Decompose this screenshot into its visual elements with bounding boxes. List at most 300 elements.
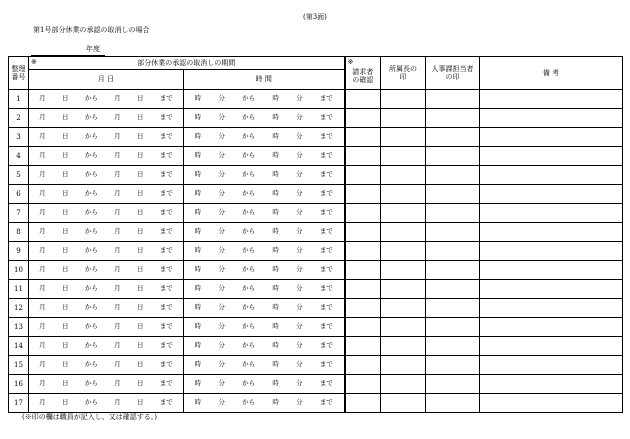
- date-range-cell-part: から: [84, 170, 98, 179]
- form-title: 第1号部分休業の承認の取消しの場合: [33, 26, 150, 34]
- time-range-cell-part: 時: [272, 398, 279, 407]
- time-range-cell-part: から: [242, 227, 256, 236]
- date-range-cell-part: 月: [114, 113, 121, 122]
- date-range-cell-part: 月: [114, 341, 121, 350]
- date-range-cell-part: 日: [61, 208, 69, 217]
- date-range-cell-part: 月: [114, 189, 121, 198]
- time-range-cell-part: 分: [296, 265, 303, 274]
- time-range-cell[interactable]: [184, 337, 345, 356]
- row-number: 15: [9, 356, 29, 375]
- remarks-cell[interactable]: [480, 90, 623, 109]
- time-range-cell-part: 分: [218, 341, 225, 350]
- date-range-cell[interactable]: [29, 128, 184, 147]
- date-range-cell-part: 日: [136, 398, 144, 407]
- date-range-cell[interactable]: [29, 242, 184, 261]
- time-range-cell-part: まで: [319, 151, 333, 160]
- row-number: 17: [9, 394, 29, 413]
- date-range-cell-part: 月: [114, 379, 121, 388]
- date-range-cell-part: から: [84, 113, 98, 122]
- time-range-cell-part: 時: [272, 341, 279, 350]
- time-range-cell-part: 分: [218, 227, 225, 236]
- hr-seal-cell[interactable]: [426, 204, 480, 223]
- date-range-cell-part: 日: [61, 113, 69, 122]
- time-range-cell[interactable]: [184, 299, 345, 318]
- date-range-cell-part: 日: [136, 113, 144, 122]
- dept-head-seal-cell[interactable]: [381, 90, 426, 109]
- hr-seal-cell[interactable]: [426, 166, 480, 185]
- date-range-cell-part: 月: [114, 227, 121, 236]
- time-range-cell-part: まで: [319, 113, 333, 122]
- date-range-cell-part: から: [84, 379, 98, 388]
- dept-head-seal-cell[interactable]: [381, 166, 426, 185]
- period-header: [29, 57, 345, 70]
- date-range-cell-part: 日: [61, 151, 69, 160]
- hr-seal-cell[interactable]: [426, 185, 480, 204]
- time-range-cell-part: 時: [272, 284, 279, 293]
- time-range-cell[interactable]: [184, 128, 345, 147]
- time-range-cell-part: 分: [218, 303, 225, 312]
- time-range-cell-part: まで: [319, 379, 333, 388]
- remarks-cell[interactable]: [480, 375, 623, 394]
- date-range-cell[interactable]: [29, 337, 184, 356]
- remarks-cell[interactable]: [480, 356, 623, 375]
- date-range-cell-part: から: [84, 208, 98, 217]
- remarks-cell[interactable]: [480, 261, 623, 280]
- date-range-cell-part: 日: [136, 341, 144, 350]
- time-range-cell-part: 時: [272, 265, 279, 274]
- remarks-cell[interactable]: [480, 318, 623, 337]
- time-range-cell-part: 時: [194, 379, 202, 388]
- date-range-cell-part: から: [84, 265, 98, 274]
- dept-head-seal-label: 所属長の印: [389, 64, 417, 81]
- date-range-cell-part: まで: [159, 360, 173, 369]
- date-range-cell[interactable]: [29, 166, 184, 185]
- table-row: [9, 299, 623, 318]
- date-range-cell-part: 月: [114, 360, 121, 369]
- requester-confirm-header: [345, 57, 381, 90]
- period-title: 部分休業の承認の取消しの期間: [137, 58, 236, 67]
- date-range-cell-part: 日: [61, 227, 69, 236]
- date-range-cell-part: 日: [136, 227, 144, 236]
- requester-confirm-cell[interactable]: [345, 375, 381, 394]
- time-range-cell-part: から: [242, 189, 256, 198]
- table-row: [9, 242, 623, 261]
- date-range-cell-part: 日: [61, 170, 69, 179]
- dept-head-seal-cell[interactable]: [381, 128, 426, 147]
- requester-confirm-cell[interactable]: [345, 261, 381, 280]
- time-range-cell[interactable]: [184, 394, 345, 413]
- remarks-cell[interactable]: [480, 299, 623, 318]
- dept-head-seal-header: [381, 57, 426, 90]
- date-range-cell-part: 月: [39, 303, 46, 312]
- remarks-cell[interactable]: [480, 109, 623, 128]
- date-range-cell-part: 月: [114, 170, 121, 179]
- date-range-cell-part: 日: [61, 94, 69, 103]
- date-range-cell-part: 月: [114, 322, 121, 331]
- time-range-cell-part: 時: [194, 360, 202, 369]
- time-range-cell-part: まで: [319, 189, 333, 198]
- time-range-cell-part: 分: [296, 151, 303, 160]
- time-range-cell-part: 時: [194, 246, 202, 255]
- time-range-cell-part: から: [242, 208, 256, 217]
- date-range-cell-part: 月: [39, 398, 46, 407]
- time-range-cell-part: まで: [319, 341, 333, 350]
- date-range-cell-part: 日: [136, 284, 144, 293]
- time-range-cell-part: 時: [194, 265, 202, 274]
- date-range-cell-part: 日: [61, 303, 69, 312]
- time-range-cell[interactable]: [184, 223, 345, 242]
- time-range-cell-part: 時: [272, 132, 279, 141]
- date-range-cell-part: まで: [159, 94, 173, 103]
- time-range-cell[interactable]: [184, 204, 345, 223]
- date-range-cell[interactable]: [29, 185, 184, 204]
- requester-asterisk: ※: [347, 58, 354, 66]
- time-range-cell-part: 分: [218, 170, 225, 179]
- date-range-cell-part: 月: [114, 265, 121, 274]
- time-range-cell-part: 分: [218, 189, 225, 198]
- remarks-cell[interactable]: [480, 223, 623, 242]
- requester-confirm-cell[interactable]: [345, 356, 381, 375]
- remarks-cell[interactable]: [480, 166, 623, 185]
- time-range-cell-part: から: [242, 284, 256, 293]
- dept-head-seal-cell[interactable]: [381, 223, 426, 242]
- date-range-cell[interactable]: [29, 280, 184, 299]
- time-range-cell-part: 分: [296, 94, 303, 103]
- hr-seal-cell[interactable]: [426, 147, 480, 166]
- date-range-cell-part: から: [84, 360, 98, 369]
- date-range-cell[interactable]: [29, 375, 184, 394]
- remarks-cell[interactable]: [480, 128, 623, 147]
- date-range-cell-part: 月: [114, 246, 121, 255]
- time-range-cell-part: 分: [218, 151, 225, 160]
- date-range-cell-part: まで: [159, 303, 173, 312]
- time-range-cell-part: 時: [272, 170, 279, 179]
- date-range-cell-part: 日: [136, 132, 144, 141]
- date-range-cell-part: 月: [39, 379, 46, 388]
- dept-head-seal-cell[interactable]: [381, 394, 426, 413]
- dept-head-seal-cell[interactable]: [381, 337, 426, 356]
- time-range-cell-part: 分: [218, 113, 225, 122]
- time-range-cell-part: から: [242, 265, 256, 274]
- hr-seal-cell[interactable]: [426, 356, 480, 375]
- hr-seal-cell[interactable]: [426, 318, 480, 337]
- table-row: [9, 166, 623, 185]
- time-range-cell[interactable]: [184, 185, 345, 204]
- row-number: 2: [9, 109, 29, 128]
- row-number: 12: [9, 299, 29, 318]
- time-range-cell-part: 時: [272, 189, 279, 198]
- hr-seal-cell[interactable]: [426, 261, 480, 280]
- time-range-cell-part: まで: [319, 170, 333, 179]
- date-range-cell-part: 月: [39, 189, 46, 198]
- requester-confirm-cell[interactable]: [345, 318, 381, 337]
- table-row: [9, 356, 623, 375]
- time-range-cell[interactable]: [184, 166, 345, 185]
- date-range-cell-part: 月: [39, 94, 46, 103]
- time-range-cell[interactable]: [184, 242, 345, 261]
- dept-head-seal-cell[interactable]: [381, 280, 426, 299]
- row-number: 9: [9, 242, 29, 261]
- time-range-cell-part: まで: [319, 360, 333, 369]
- date-range-cell-part: から: [84, 341, 98, 350]
- time-header: 時 間: [184, 70, 345, 90]
- time-range-cell-part: 分: [218, 132, 225, 141]
- asterisk-mark: ※: [31, 58, 37, 66]
- date-range-cell[interactable]: [29, 90, 184, 109]
- dept-head-seal-cell[interactable]: [381, 375, 426, 394]
- requester-confirm-cell[interactable]: [345, 394, 381, 413]
- time-range-cell-part: 分: [296, 303, 303, 312]
- time-range-cell-part: 時: [272, 94, 279, 103]
- time-range-cell-part: まで: [319, 284, 333, 293]
- requester-confirm-cell[interactable]: [345, 204, 381, 223]
- requester-confirm-cell[interactable]: [345, 223, 381, 242]
- remarks-header: 備 考: [480, 57, 623, 90]
- table-row: [9, 394, 623, 413]
- time-range-cell-part: まで: [319, 322, 333, 331]
- time-range-cell-part: 分: [218, 398, 225, 407]
- date-range-cell[interactable]: [29, 394, 184, 413]
- date-range-cell-part: 月: [39, 360, 46, 369]
- hr-seal-cell[interactable]: [426, 128, 480, 147]
- date-range-cell-part: まで: [159, 170, 173, 179]
- requester-confirm-cell[interactable]: [345, 242, 381, 261]
- date-range-cell[interactable]: [29, 147, 184, 166]
- date-range-cell-part: 月: [39, 265, 46, 274]
- time-range-cell-part: まで: [319, 398, 333, 407]
- dept-head-seal-cell[interactable]: [381, 147, 426, 166]
- date-range-cell-part: まで: [159, 265, 173, 274]
- hr-seal-cell[interactable]: [426, 109, 480, 128]
- date-range-cell-part: から: [84, 322, 98, 331]
- date-range-cell-part: まで: [159, 208, 173, 217]
- row-number: 13: [9, 318, 29, 337]
- requester-confirm-cell[interactable]: [345, 166, 381, 185]
- time-range-cell-part: から: [242, 246, 256, 255]
- date-range-cell-part: まで: [159, 227, 173, 236]
- time-range-cell-part: から: [242, 322, 256, 331]
- time-range-cell-part: 時: [272, 322, 279, 331]
- time-range-cell-part: 時: [272, 303, 279, 312]
- date-range-cell-part: から: [84, 151, 98, 160]
- remarks-cell[interactable]: [480, 394, 623, 413]
- hr-seal-cell[interactable]: [426, 375, 480, 394]
- date-range-cell-part: から: [84, 94, 98, 103]
- date-range-cell-part: から: [84, 132, 98, 141]
- hr-seal-cell[interactable]: [426, 223, 480, 242]
- date-range-cell[interactable]: [29, 223, 184, 242]
- requester-confirm-cell[interactable]: [345, 109, 381, 128]
- remarks-cell[interactable]: [480, 242, 623, 261]
- row-number: 6: [9, 185, 29, 204]
- table-row: [9, 261, 623, 280]
- date-range-cell-part: から: [84, 246, 98, 255]
- row-number: 16: [9, 375, 29, 394]
- date-range-cell-part: まで: [159, 132, 173, 141]
- time-range-cell-part: から: [242, 94, 256, 103]
- time-range-cell-part: 時: [194, 227, 202, 236]
- date-range-cell-part: 日: [61, 341, 69, 350]
- table-row: [9, 185, 623, 204]
- hr-seal-cell[interactable]: [426, 337, 480, 356]
- footer-note: (※印の欄は職員が記入し、又は確認する。): [22, 413, 157, 421]
- time-range-cell-part: 分: [218, 360, 225, 369]
- dept-head-seal-cell[interactable]: [381, 109, 426, 128]
- time-range-cell[interactable]: [184, 356, 345, 375]
- date-range-cell-part: 月: [114, 132, 121, 141]
- date-range-cell-part: まで: [159, 379, 173, 388]
- requester-confirm-cell[interactable]: [345, 280, 381, 299]
- date-range-cell-part: 月: [114, 398, 121, 407]
- date-range-cell-part: 月: [114, 303, 121, 312]
- dept-head-seal-cell[interactable]: [381, 356, 426, 375]
- date-range-cell-part: 月: [114, 94, 121, 103]
- requester-confirm-cell[interactable]: [345, 147, 381, 166]
- row-number: 4: [9, 147, 29, 166]
- time-range-cell-part: 時: [194, 170, 202, 179]
- date-range-cell[interactable]: [29, 299, 184, 318]
- table-row: [9, 147, 623, 166]
- time-range-cell[interactable]: [184, 318, 345, 337]
- time-range-cell-part: から: [242, 379, 256, 388]
- date-range-cell[interactable]: [29, 109, 184, 128]
- time-range-cell[interactable]: [184, 147, 345, 166]
- time-range-cell-part: から: [242, 170, 256, 179]
- time-range-cell-part: 時: [272, 360, 279, 369]
- date-range-cell-part: 月: [39, 284, 46, 293]
- time-range-cell-part: まで: [319, 265, 333, 274]
- page-label: (第3面): [303, 13, 327, 21]
- requester-confirm-cell[interactable]: [345, 185, 381, 204]
- time-range-cell-part: 時: [194, 132, 202, 141]
- date-range-cell[interactable]: [29, 261, 184, 280]
- row-number: 10: [9, 261, 29, 280]
- date-range-cell-part: まで: [159, 151, 173, 160]
- time-range-cell-part: 分: [296, 284, 303, 293]
- date-range-cell-part: 日: [61, 284, 69, 293]
- date-range-cell-part: から: [84, 303, 98, 312]
- date-range-cell-part: 月: [39, 322, 46, 331]
- time-range-cell[interactable]: [184, 261, 345, 280]
- time-range-cell-part: 分: [296, 227, 303, 236]
- remarks-cell[interactable]: [480, 204, 623, 223]
- date-range-cell-part: まで: [159, 284, 173, 293]
- time-range-cell-part: 分: [296, 132, 303, 141]
- time-range-cell[interactable]: [184, 109, 345, 128]
- date-range-cell-part: まで: [159, 113, 173, 122]
- time-range-cell-part: 時: [194, 94, 202, 103]
- date-range-cell-part: まで: [159, 398, 173, 407]
- time-range-cell-part: 分: [218, 265, 225, 274]
- table-row: [9, 318, 623, 337]
- date-range-cell-part: 日: [136, 265, 144, 274]
- time-range-cell-part: 時: [194, 398, 202, 407]
- row-number: 11: [9, 280, 29, 299]
- time-range-cell-part: 分: [218, 379, 225, 388]
- date-range-cell[interactable]: [29, 318, 184, 337]
- date-range-cell-part: 月: [39, 113, 46, 122]
- time-range-cell-part: まで: [319, 303, 333, 312]
- hr-seal-cell[interactable]: [426, 90, 480, 109]
- table-row: [9, 128, 623, 147]
- time-range-cell-part: 時: [194, 208, 202, 217]
- dept-head-seal-cell[interactable]: [381, 318, 426, 337]
- time-range-cell-part: まで: [319, 246, 333, 255]
- requester-confirm-cell[interactable]: [345, 299, 381, 318]
- hr-seal-cell[interactable]: [426, 242, 480, 261]
- requester-confirm-cell[interactable]: [345, 90, 381, 109]
- date-range-cell-part: 月: [39, 170, 46, 179]
- time-range-cell-part: 分: [296, 170, 303, 179]
- time-range-cell-part: 分: [218, 284, 225, 293]
- date-range-cell-part: 月: [39, 341, 46, 350]
- time-range-cell-part: から: [242, 341, 256, 350]
- date-range-cell[interactable]: [29, 204, 184, 223]
- dept-head-seal-cell[interactable]: [381, 204, 426, 223]
- time-range-cell-part: 分: [296, 189, 303, 198]
- requester-confirm-label: 請求者の確認: [352, 68, 374, 85]
- requester-confirm-cell[interactable]: [345, 337, 381, 356]
- dept-head-seal-cell[interactable]: [381, 242, 426, 261]
- time-range-cell-part: 時: [272, 113, 279, 122]
- date-range-cell[interactable]: [29, 356, 184, 375]
- remarks-cell[interactable]: [480, 147, 623, 166]
- requester-confirm-cell[interactable]: [345, 128, 381, 147]
- row-number: 5: [9, 166, 29, 185]
- remarks-cell[interactable]: [480, 337, 623, 356]
- time-range-cell-part: 時: [272, 246, 279, 255]
- time-range-cell-part: 分: [296, 379, 303, 388]
- row-number: 14: [9, 337, 29, 356]
- time-range-cell[interactable]: [184, 280, 345, 299]
- time-range-cell[interactable]: [184, 90, 345, 109]
- time-range-cell-part: 分: [218, 208, 225, 217]
- date-range-cell-part: から: [84, 284, 98, 293]
- date-range-cell-part: 日: [136, 379, 144, 388]
- time-range-cell-part: 時: [194, 284, 202, 293]
- time-range-cell-part: 分: [296, 360, 303, 369]
- date-range-cell-part: 月: [39, 208, 46, 217]
- dept-head-seal-cell[interactable]: [381, 261, 426, 280]
- table-row: [9, 280, 623, 299]
- time-range-cell-part: 時: [194, 341, 202, 350]
- date-range-cell-part: 日: [136, 246, 144, 255]
- date-range-cell-part: 日: [136, 189, 144, 198]
- table-row: [9, 337, 623, 356]
- hr-seal-cell[interactable]: [426, 299, 480, 318]
- row-number: 1: [9, 90, 29, 109]
- row-number: 7: [9, 204, 29, 223]
- hr-seal-cell[interactable]: [426, 280, 480, 299]
- date-range-cell-part: 日: [136, 208, 144, 217]
- dept-head-seal-cell[interactable]: [381, 185, 426, 204]
- dept-head-seal-cell[interactable]: [381, 299, 426, 318]
- date-range-cell-part: 月: [39, 227, 46, 236]
- time-range-cell-part: から: [242, 398, 256, 407]
- time-range-cell-part: から: [242, 360, 256, 369]
- time-range-cell-part: 時: [272, 151, 279, 160]
- table-row: [9, 109, 623, 128]
- hr-seal-cell[interactable]: [426, 394, 480, 413]
- remarks-cell[interactable]: [480, 280, 623, 299]
- time-range-cell[interactable]: [184, 375, 345, 394]
- remarks-cell[interactable]: [480, 185, 623, 204]
- time-range-cell-part: まで: [319, 227, 333, 236]
- record-table: [8, 56, 623, 413]
- year-label: 年度: [86, 45, 100, 53]
- time-range-cell-part: 分: [296, 322, 303, 331]
- date-range-cell-part: 日: [61, 322, 69, 331]
